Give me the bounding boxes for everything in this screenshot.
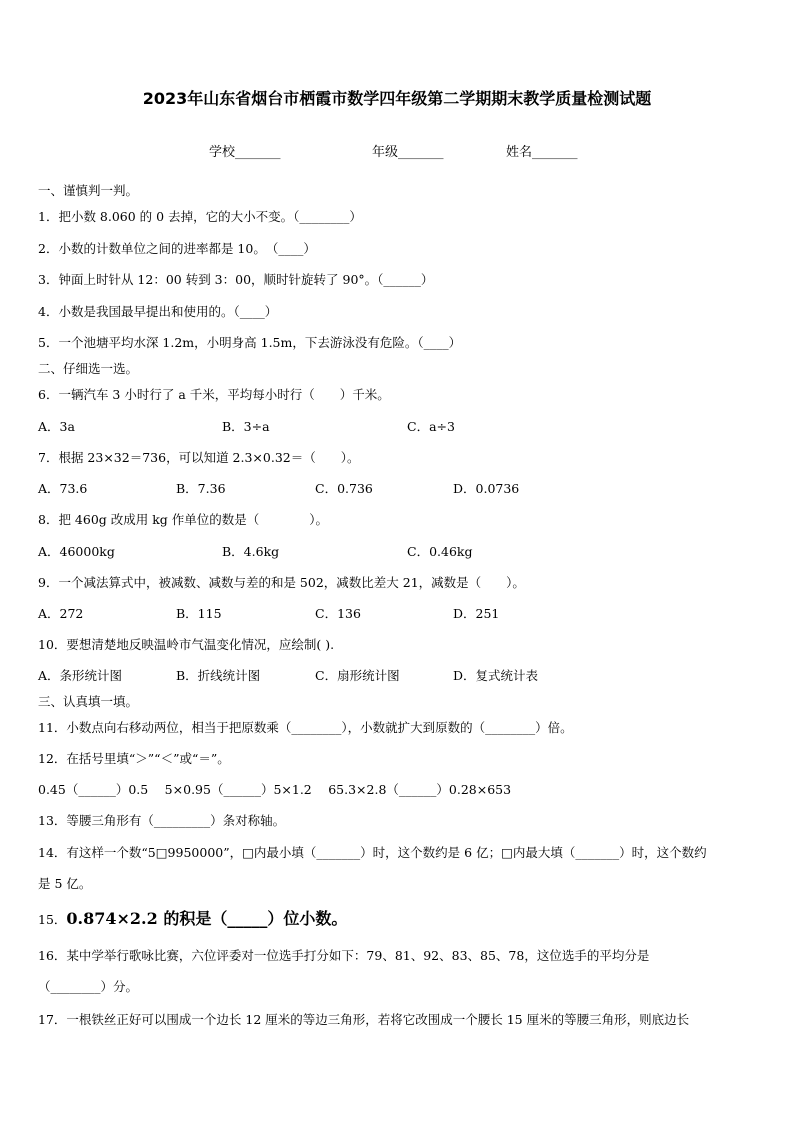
q9-option-a: A．272 — [38, 606, 84, 621]
name-field: 姓名_______ — [506, 145, 578, 160]
q10-option-d: D．复式统计表 — [453, 668, 539, 683]
question-14: 14．有这样一个数“5□9950000”，□内最小填（_______）时，这个数约是 6 亿；□内最大填（_______）时，这个数约 — [38, 845, 707, 860]
q6-option-b: B．3÷a — [222, 419, 270, 434]
question-8: 8．把 460g 改成用 kg 作单位的数是（ ）。 — [38, 512, 329, 527]
grade-field: 年级_______ — [372, 145, 444, 160]
question-16-continued: （________）分。 — [38, 979, 139, 994]
q9-option-c: C．136 — [315, 606, 361, 621]
q8-option-c: C．0.46kg — [407, 544, 473, 559]
section-judge: 一、谨慎判一判。 — [38, 183, 139, 198]
q10-option-b: B．折线统计图 — [176, 668, 261, 683]
section-fill: 三、认真填一填。 — [38, 694, 139, 709]
question-11: 11．小数点向右移动两位，相当于把原数乘（________），小数就扩大到原数的（________）倍。 — [38, 720, 573, 735]
question-15-text: 0.874×2.2 的积是（_____）位小数。 — [66, 909, 348, 928]
q7-option-d: D．0.0736 — [453, 481, 520, 496]
q6-option-c: C．a÷3 — [407, 419, 455, 434]
q8-option-b: B．4.6kg — [222, 544, 280, 559]
question-14-continued: 是 5 亿。 — [38, 876, 92, 891]
q6-option-a: A．3a — [38, 419, 75, 434]
q7-option-c: C．0.736 — [315, 481, 373, 496]
q9-option-d: D．251 — [453, 606, 500, 621]
q8-option-a: A．46000kg — [38, 544, 115, 559]
question-5: 5．一个池塘平均水深 1.2m，小明身高 1.5m，下去游泳没有危险。（____） — [38, 335, 462, 350]
q10-option-c: C．扇形统计图 — [315, 668, 400, 683]
section-choose: 二、仔细选一选。 — [38, 361, 139, 376]
question-15-number: 15． — [38, 912, 67, 927]
question-15 — [38, 906, 347, 929]
question-16: 16．某中学举行歌咏比赛，六位评委对一位选手打分如下：79、81、92、83、85、78，这位选手的平均分是 — [38, 948, 650, 963]
question-7: 7．根据 23×32＝736，可以知道 2.3×0.32＝（ ）。 — [38, 450, 360, 465]
question-17: 17．一根铁丝正好可以围成一个边长 12 厘米的等边三角形，若将它改围成一个腰长 15 厘米的等腰三角形，则底边长 — [38, 1012, 690, 1027]
q7-option-a: A．73.6 — [38, 481, 88, 496]
question-2: 2．小数的计数单位之间的进率都是 10。 （____） — [38, 241, 316, 256]
q9-option-b: B．115 — [176, 606, 222, 621]
question-4: 4．小数是我国最早提出和使用的。（____） — [38, 304, 278, 319]
question-13: 13．等腰三角形有（_________）条对称轴。 — [38, 813, 286, 828]
page-title: 2023年山东省烟台市栖霞市数学四年级第二学期期末教学质量检测试题 — [142, 89, 652, 108]
question-1: 1．把小数 8.060 的 0 去掉，它的大小不变。（________） — [38, 209, 362, 224]
question-10: 10．要想清楚地反映温岭市气温变化情况，应绘制( ). — [38, 637, 335, 652]
question-6: 6．一辆汽车 3 小时行了 a 千米，平均每小时行（ ）千米。 — [38, 387, 390, 402]
school-field: 学校_______ — [209, 145, 281, 160]
question-3: 3．钟面上时针从 12：00 转到 3：00，顺时针旋转了 90°。（______） — [38, 272, 434, 287]
question-9: 9．一个减法算式中，被减数、减数与差的和是 502，减数比差大 21，减数是（ ）。 — [38, 575, 525, 590]
q7-option-b: B．7.36 — [176, 481, 226, 496]
question-12-comparisons: 0.45（______）0.5 5×0.95（______）5×1.2 65.3×2.8（______）0.28×653 — [38, 782, 512, 797]
question-12: 12．在括号里填“＞”“＜”或“＝”。 — [38, 751, 230, 766]
q10-option-a: A．条形统计图 — [38, 668, 123, 683]
